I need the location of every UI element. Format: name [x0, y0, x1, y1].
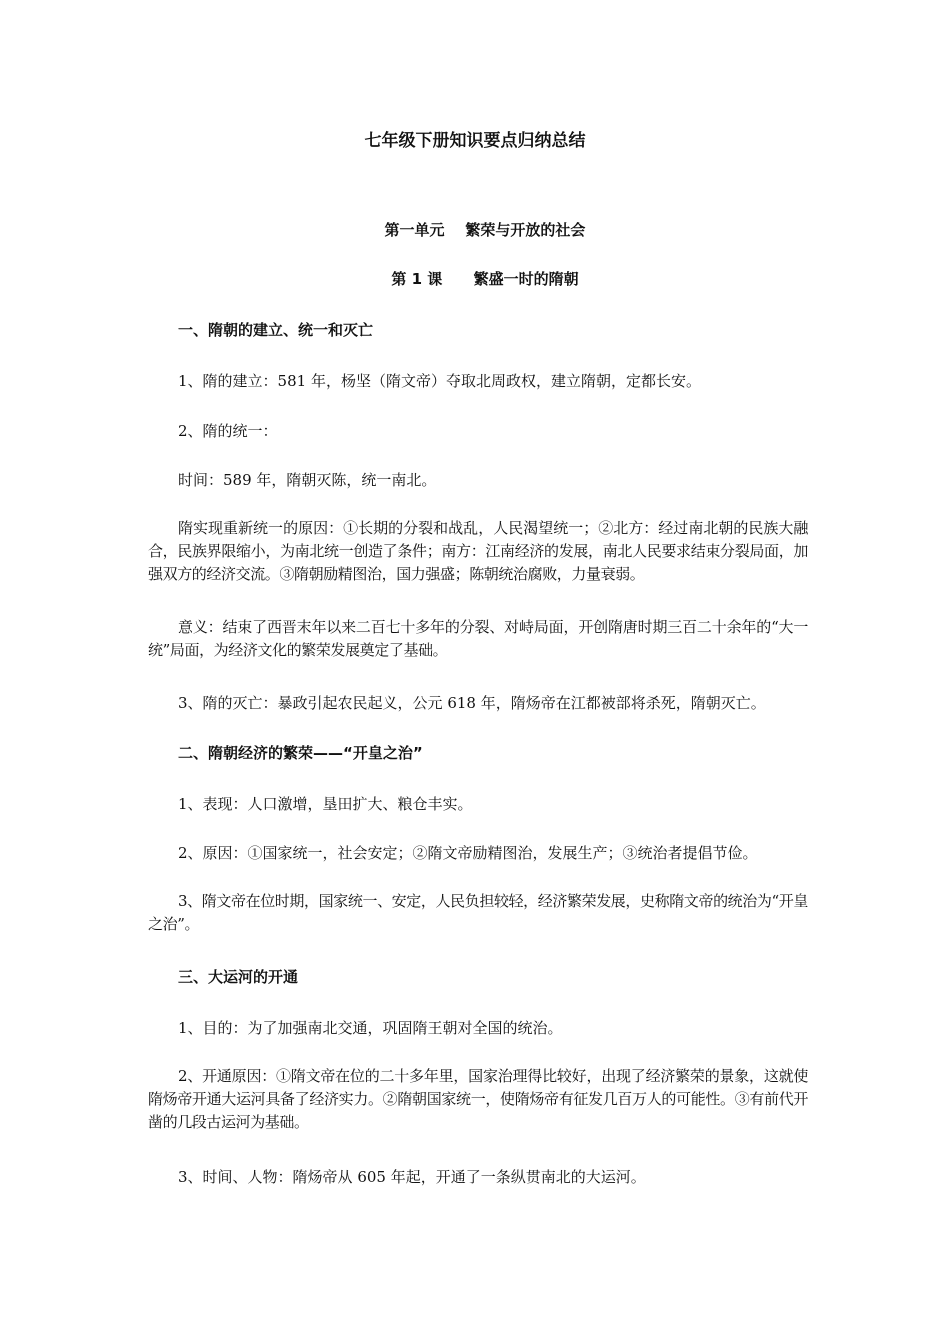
paragraph-sui-fall: 3、隋的灭亡：暴政引起农民起义，公元 618 年，隋炀帝在江都被部将杀死，隋朝灭亡。	[178, 694, 766, 712]
paragraph-canal-reasons: 2、开通原因：①隋文帝在位的二十多年里，国家治理得比较好，出现了经济繁荣的景象，这就使隋炀帝开通大运河具备了经济实力。②隋朝国家统一，使隋炀帝有征发几百万人的可能性。③有前代开凿的几段古运河为基础。	[148, 1067, 808, 1131]
paragraph-unification-reasons: 隋实现重新统一的原因：①长期的分裂和战乱，人民渴望统一；②北方：经过南北朝的民族大融合，民族界限缩小，为南北统一创造了条件；南方：江南经济的发展，南北人民要求结束分裂局面，加强双方的经济交流。③隋朝励精图治，国力强盛；陈朝统治腐败，力量衰弱。	[148, 519, 808, 583]
paragraph-prosperity-signs: 1、表现：人口激增，垦田扩大、粮仓丰实。	[178, 795, 473, 813]
paragraph-canal-time: 3、时间、人物：隋炀帝从 605 年起，开通了一条纵贯南北的大运河。	[178, 1168, 646, 1186]
document-title: 七年级下册知识要点归纳总结	[364, 131, 586, 151]
paragraph-sui-unification: 2、隋的统一：	[178, 422, 278, 440]
paragraph-prosperity-reasons: 2、原因：①国家统一，社会安定；②隋文帝励精图治，发展生产；③统治者提倡节俭。	[178, 844, 758, 862]
paragraph-canal-purpose: 1、目的：为了加强南北交通，巩固隋王朝对全国的统治。	[178, 1019, 563, 1037]
section-heading-grand-canal: 三、大运河的开通	[178, 968, 299, 986]
paragraph-kaihuang-rule: 3、隋文帝在位时期，国家统一、安定，人民负担较轻，经济繁荣发展，史称隋文帝的统治为“开皇之治”。	[148, 892, 808, 933]
section-heading-sui-establishment: 一、隋朝的建立、统一和灭亡	[178, 321, 374, 339]
paragraph-unification-time: 时间：589 年，隋朝灭陈，统一南北。	[178, 471, 437, 489]
section-heading-kaihuang: 二、隋朝经济的繁荣——“开皇之治”	[178, 744, 423, 762]
unit-title: 第一单元 繁荣与开放的社会	[384, 221, 586, 239]
lesson-title: 第 1 课 繁盛一时的隋朝	[391, 270, 579, 288]
paragraph-sui-founding: 1、隋的建立：581 年，杨坚（隋文帝）夺取北周政权，建立隋朝，定都长安。	[178, 372, 701, 390]
paragraph-unification-significance: 意义：结束了西晋末年以来二百七十多年的分裂、对峙局面，开创隋唐时期三百二十余年的“大一统”局面，为经济文化的繁荣发展奠定了基础。	[148, 618, 808, 659]
